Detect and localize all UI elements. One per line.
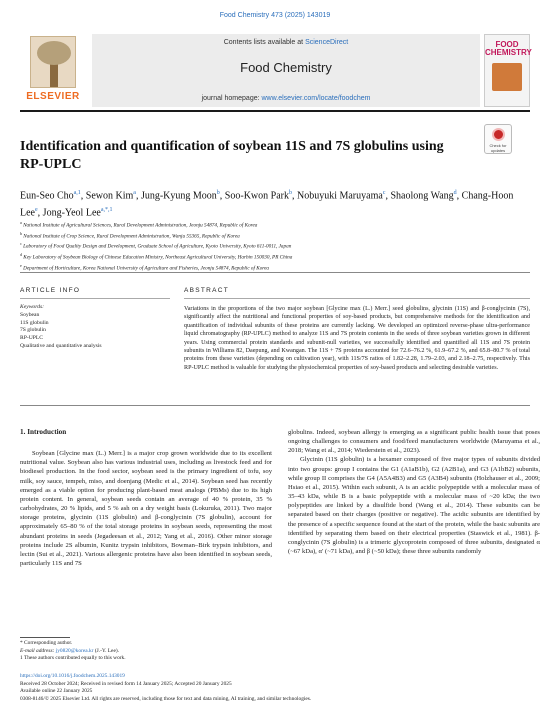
author[interactable]: Chang-Hoon Lee xyxy=(20,190,514,219)
author[interactable]: Jung-Kyung Moon xyxy=(140,190,217,202)
copyright-line: 0308-8146/© 2025 Elsevier Ltd. All rights are reserved, including those for text and data mining, AI training, and similar technologies. xyxy=(20,695,312,702)
author[interactable]: Soo-Kwon Park xyxy=(224,190,289,202)
publication-info xyxy=(20,673,530,703)
keyword: Soybean xyxy=(20,311,40,318)
doi-link[interactable]: https://doi.org/10.1016/j.foodchem.2025.143019 xyxy=(20,673,125,679)
author[interactable]: Sewon Kim xyxy=(85,190,134,202)
abstract-text: Variations in the proportions of the two major soybean [Glycine max (L.) Merr.] seed globulins, glycinin (11S) and β-conglycinin (7S), significantly affect the nutritional and functional properties of soy-based products, but comprehensive methods for the identification and quantification of individual subunits of these proteins are currently lacking. We developed an optimized reverse-phase ultra-performance liquid chromatography (RP-UPLC) method to analyze 11S and 7S protein contents in the seeds of three soybean varieties grown in different years. Using commercial protein standards and subunit-null varieties, we successfully identified and quantified all 11S and 7S protein subunits in Williams 82, Daepung, and Kwangan. The 11S + 7S proteins accounted for 72.6–76.2 %, 61.9–67.2 %, and 65.8–80.7 % of total proteins from these varieties (depending on cultivation year), with 11S/7S ratios of 1.82–2.28, 1.79–2.03, and 2.18–2.75, respectively. This RP-UPLC method is valuable for studying the physiochemical properties of soy-based products and selecting desirable varieties. xyxy=(184,306,530,371)
author[interactable]: Shaolong Wang xyxy=(390,190,454,202)
affiliation: $^e$ Department of Horticulture, Korea National University of Agriculture and Fisheries, Jeonju 54874, Republic of Korea xyxy=(20,262,270,272)
elsevier-tree-icon xyxy=(30,36,76,88)
body-paragraph: globulins. Indeed, soybean allergy is emerging as a significant public health issue that poses ongoing challenges to consumers and food/feed manufacturers worldwide (Maruyama et al., 2018; Wang et al., 2014; Wiederstein et al., 2023). xyxy=(288,429,540,455)
abstract-rule xyxy=(184,298,530,299)
body-paragraph: Soybean [Glycine max (L.) Merr.] is a major crop grown worldwide due to its excellent nutritional value. Soybean also has various industrial uses, including as livestock feed and for biodiesel production. In the food sector, soybean seed is the primary ingredient of tofu, soy milk, soy sauce, tempeh, miso, and doenjang (Medic et al., 2014). Soybean seed has recently emerged as a viable option for producing plant-based meat analogs (PBMs) due to its high protein content. In general, soybean seeds contain an average of 40 % protein, 35 % carbohydrates, 20 % lipids, and 5 % ash on a dry weight basis (Lokuruka, 2011). Two major storage proteins, glycinin (11S globulin) and β-conglycinin (7S globulin), account for approximately 65–80 % of the total storage proteins in soybean seeds, representing the most abundant proteins in seeds (Jegadeesan et al., 2012; Yang et al., 2016). Other minor storage proteins include 2S albumin, Kunitz trypsin inhibitors, Bowman–Birk trypsin inhibitors, and lectin (Sui et al., 2021). Various allergenic proteins have also been identified in soybean seeds, particularly 11S and 7S xyxy=(20,450,272,568)
article-info-rule xyxy=(20,298,170,299)
abstract-bottom-divider xyxy=(20,405,530,406)
abstract-heading: ABSTRACT xyxy=(184,287,230,294)
check-for-updates-button[interactable] xyxy=(484,124,512,154)
masthead-divider xyxy=(20,110,530,112)
keyword: RP-UPLC xyxy=(20,335,44,342)
keyword: Qualitative and quantitative analysis xyxy=(20,342,102,349)
section-divider xyxy=(20,272,530,273)
affiliation: $^d$ Key Laboratory of Soybean Biology of Chinese Education Ministry, Northeast Agricultural University, Harbin 150030, PR China xyxy=(20,252,293,261)
footnote-rule xyxy=(20,637,70,638)
author-affiliation-marker[interactable]: a,*,1 xyxy=(100,207,113,214)
check-updates-icon xyxy=(492,128,505,141)
affiliation: $^c$ Laboratory of Food Quality Design and Development, Graduate School of Agriculture, Kyoto University, Kyoto 611-0011, Japan xyxy=(20,241,292,251)
journal-cover[interactable] xyxy=(484,34,530,107)
footnotes xyxy=(20,640,320,663)
author-affiliation-marker[interactable]: e xyxy=(35,207,38,214)
keywords-label: Keywords: xyxy=(20,304,45,310)
email-link[interactable]: jy0820@korea.kr xyxy=(55,647,94,654)
check-updates-label: Check for updates xyxy=(489,143,507,153)
author-affiliation-marker[interactable]: a,1 xyxy=(73,190,81,196)
received-dates: Received 28 October 2024; Received in revised form 14 January 2025; Accepted 20 January 2025 xyxy=(20,680,232,687)
email-note: E-mail address: jy0820@korea.kr (J.-Y. Lee). xyxy=(20,647,119,654)
author[interactable]: Nobuyuki Maruyama xyxy=(296,190,383,202)
author-affiliation-marker[interactable]: a xyxy=(133,190,136,196)
cover-image-icon xyxy=(492,63,522,91)
introduction-heading: 1. Introduction xyxy=(20,428,67,436)
homepage-prefix: journal homepage: xyxy=(201,95,262,102)
affiliation: $^a$ National Institute of Agricultural Sciences, Rural Development Administration, Jeonju 54874, Republic of Korea xyxy=(20,220,258,229)
author[interactable]: Jong-Yeol Lee xyxy=(42,207,101,219)
journal-masthead xyxy=(20,34,530,107)
author-affiliation-marker[interactable]: c xyxy=(382,190,386,196)
contents-prefix: Contents lists available at xyxy=(223,39,306,46)
body-column-right xyxy=(288,428,540,556)
keywords-block xyxy=(20,304,170,351)
affiliation-list xyxy=(20,219,530,273)
sciencedirect-link[interactable]: ScienceDirect xyxy=(305,39,349,46)
homepage-line xyxy=(92,95,480,102)
article-info-heading: ARTICLE INFO xyxy=(20,287,81,294)
affiliation: $^b$ National Institute of Crop Science, Rural Development Administration, Wanju 55365, Republic of Korea xyxy=(20,230,240,240)
corresponding-author-note: * Corresponding author. xyxy=(20,640,73,646)
author-affiliation-marker[interactable]: d xyxy=(453,190,457,196)
journal-title: Food Chemistry xyxy=(240,60,332,75)
equal-contribution-note: 1 These authors contributed equally to this work. xyxy=(20,655,126,662)
contents-line xyxy=(92,39,480,46)
cover-title: FOOD CHEMISTRY xyxy=(485,40,532,57)
elsevier-logo[interactable] xyxy=(20,34,86,107)
journal-reference[interactable]: Food Chemistry 473 (2025) 143019 xyxy=(219,12,331,19)
author-list: Eun-Seo Cho$^{a,1}$, Sewon Kim$^a$, Jung-Kyung Moon$^b$, Soo-Kwon Park$^b$, Nobuyuki Maruyama$^c$, Shaolong Wang$^d$, Chang-Hoon Lee$^e$, Jong-Yeol Lee$^{a,*,1}$ xyxy=(20,190,514,219)
masthead-center xyxy=(92,34,480,107)
body-column-left xyxy=(20,428,272,568)
article-title: Identification and quantification of soybean 11S and 7S globulins using RP-UPLC xyxy=(20,139,444,172)
available-online: Available online 22 January 2025 xyxy=(20,688,93,695)
keyword: 7S globulin xyxy=(20,327,46,334)
author-affiliation-marker[interactable]: b xyxy=(216,190,220,196)
homepage-link[interactable]: www.elsevier.com/locate/foodchem xyxy=(261,95,371,102)
body-paragraph: Glycinin (11S globulin) is a hexamer composed of five major types of subunits divided into two groups: group I contains the G1 (A1aB1b), G2 (A2B1a), and G3 (A1bB2) subunits, while group II comprises the G4 (A5A4B3) and G5 (A3B4) subunits (Holzhauser et al., 2009; Hsiao et al., 2015). Within each subunit, A is an acidic polypeptide with a molecular mass of 35–43 kDa, while B is a basic polypeptide with a molecular mass of ~20 kDa; the two polypeptides are linked by a disulfide bond (Wang et al., 2014). These subunits can be separated based on their charges (positive or negative). The acidic subunits are identified by the presence of a specific sequence found at the start of the protein, while the basic subunits are identified by separating them based on their electrical properties (Staswick et al., 1981). β-conglycinin (7S globulin) is a trimeric glycoprotein composed of three subunits, designated α (~67 kDa), α′ (~71 kDa), and β (~50 kDa); these three subunits randomly xyxy=(288,456,540,556)
author-affiliation-marker[interactable]: b xyxy=(288,190,292,196)
publisher-name: ELSEVIER xyxy=(26,91,80,102)
keyword: 11S globulin xyxy=(20,319,49,326)
author[interactable]: Eun-Seo Cho xyxy=(20,190,74,202)
